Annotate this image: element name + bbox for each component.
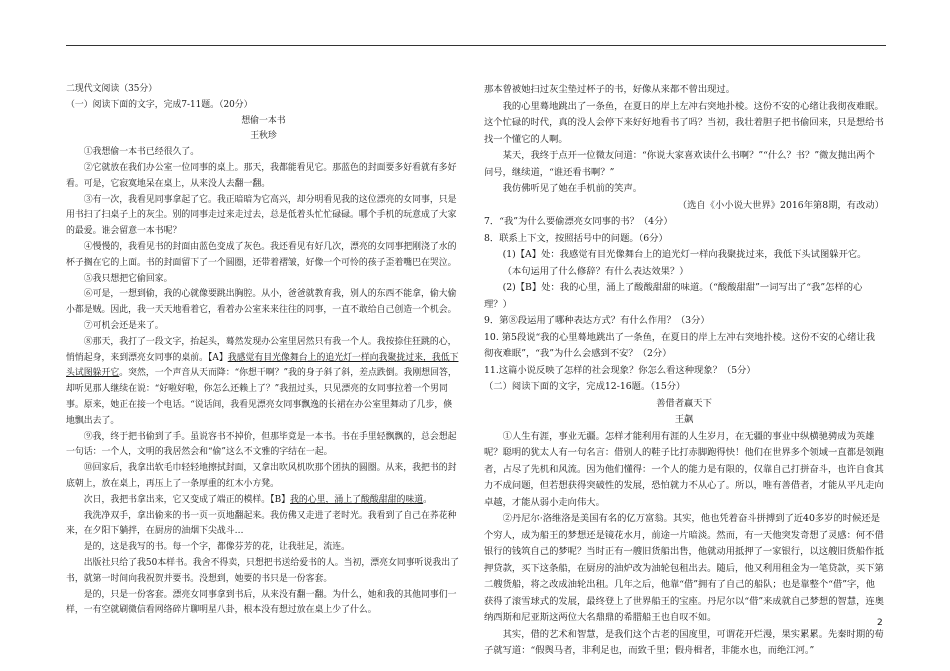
- text-segment: 次日，我把书拿出来，它又变成了端正的模样。【B】: [83, 494, 290, 505]
- question-10: 10. 第5段说“我的心里蓦地跳出了一条鱼，在夏日的岸上左冲右突地扑棱。这份不安的心绪让我彻夜难眠”，“我”为什么会感到不安？（2分）: [484, 331, 875, 359]
- paragraph: 我的心里蓦地跳出了一条鱼，在夏日的岸上左冲右突地扑棱。这份不安的心绪让我彻夜难眠。这个忙碌的时代，真的没人会停下来好好地看书了吗？当初，我壮着胆子把书偷回来，只是想给书找一个懂它的人啊。: [484, 100, 884, 145]
- question-7: 7．“我”为什么要偷漂亮女同事的书？（4分）: [484, 216, 673, 227]
- question-8-1: (1)【A】处：我感觉有目光像舞台上的追光灯一样向我聚拢过来，我低下头试图躲开它。: [502, 249, 867, 260]
- paragraph: 我仿佛听见了她在手机前的笑声。: [502, 183, 643, 194]
- paragraph: ⑦可机会还是来了。: [83, 320, 164, 331]
- underlined-sentence-a: 我感觉有目光像舞台上的追光灯一样向我聚拢过来，我低下头试图躲开它: [66, 352, 459, 379]
- paragraph: 是的，这是我写的书。每一个字，都像芬芳的花，让我驻足，流连。: [83, 542, 351, 553]
- question-8: 8．联系上下文，按照括号中的问题。（6分）: [484, 232, 668, 244]
- question-8-2: (2)【B】处：我的心里，涌上了酸酸甜甜的味道。（“酸酸甜甜”一词写出了“我”怎样的心理？）: [484, 282, 863, 310]
- question-11: 11.这篇小说反映了怎样的社会现象？你怎么看这种现象？（5分）: [484, 364, 756, 376]
- story-title: 想偷一本书: [241, 115, 286, 126]
- paragraph: 某天，我终于点开一位微友问道：“你说大家喜欢读什么书啊？”“什么？书？”微友抛出两个问号，继续道，“谁还看书啊？”: [484, 150, 875, 178]
- left-column: [66, 82, 461, 619]
- essay-title: 善借者赢天下: [656, 397, 712, 409]
- paragraph: ①我想偷一本书已经很久了。: [83, 147, 200, 158]
- paragraph: ②它就放在我们办公室一位同事的桌上。那天，我都能看见它。那蓝色的封面要多好看就有多好看。可是，它寂寞地呆在桌上，从来没人去翻一翻。: [66, 162, 457, 189]
- paragraph: ⑥可是，一想到偷，我的心就像要跳出胸腔。从小，爸爸就教育我，别人的东西不能拿，偷大偷小都是贼。因此，我一天天地看着它，看着办公室来来往往的同事，一直不敢给自己创造一个机会。: [66, 289, 457, 316]
- paragraph: 出版社只给了我50本样书。我舍不得卖，只想把书送给爱书的人。当初，漂亮女同事听说我出了书，就第一时间向我祝贺并要书。没想到，她要的书只是一份客套。: [66, 557, 459, 584]
- paragraph: 我洗净双手，拿出偷来的书一页一页地翻起来。我仿佛又走进了老时光。我看到了自己在荞花种来，在夕阳下躺拌，在厨房的油烟下尖战斗…: [66, 510, 457, 537]
- paragraph: [66, 335, 461, 430]
- paragraph: ③有一次，我看见同事拿起了它。我正暗暗为它高兴，却分明看见我的这位漂亮的女同事，只是用书扫了扫桌子上的灰尘。别的同事走过来走过去，总是低着头忙忙碌碌。哪个手机的玩意成了大家的最爱。谁会留意一本书呢？: [66, 194, 457, 237]
- question-9: 9．第⑧段运用了哪种表达方式？有什么作用？（3分）: [484, 315, 710, 326]
- paragraph: ⑨我，终于把书偷到了手。虽说容书不掉价，但那毕竟是一本书。书在手里轻飘飘的，总会想起一句话：一个人，文明的我居然会和“偷”这么不文雅的字结在一起。: [66, 431, 457, 458]
- part1-instruction: （一）阅读下面的文字，完成7-11题。（20分）: [66, 99, 253, 110]
- paragraph: ⑩回家后，我拿出软毛巾轻轻地擦拭封面，又拿出吹风机吹那个团执的圆圈。从来，我把书的封底朝上，放在桌上，再压上了一条厚重的红木小方凳。: [66, 463, 457, 489]
- paragraph: ①人生有涯，事业无疆。怎样才能利用有涯的人生岁月，在无疆的事业中纵横驰骋成为英雄呢？聪明的犹太人有一句名言：借别人的鞋子比打赤脚跑得快！他们在世界多个领域一直都是领跑者，占尽了先机和风流。因为他们懂得：一个人的能力是有限的，仅靠自己打拼奋斗，也许自食其力不成问题，但若想获得突破性的发展，恐怕就力不从心了。所以，唯有善借者，才能从平凡走向卓越，才能从弱小走向伟大。: [484, 430, 884, 508]
- text-segment: 。突然，一个声音从天而降：“你想干啊？”我的身子斜了斜，差点跌倒。我刚想回答，却听见那人继续在说：“好啦好啦，你怎么还赖上了？”我扭过头，只见漂亮的女同事拉着一个男同事。原来，她正在接一个电话。“说话间，我看见漂亮女同事飘逸的长裙在办公室里舞动了几步，倏地飘出去了。: [66, 368, 457, 426]
- section-heading: 二现代文阅读（35分）: [66, 84, 158, 94]
- paragraph: [66, 493, 461, 509]
- question-8-1-prompt: （本句运用了什么修辞？有什么表达效果？）: [502, 265, 689, 277]
- paragraph: ②丹尼尔·洛维洛是美国有名的亿万富翁。其实，他也凭着奋斗拼搏到了近40多岁的时候还是个穷人，成为船王的梦想还是镜花水月，前途一片暗淡。然而，有一天他突发奇想了灵感：何不借银行的钱筑自己的梦呢？当时正有一艘旧货船出售，他就动用抵押了一家银行，以这艘旧货船作抵押贷款，买下这条船，在厨房的油炉改为油轮包租出去。随后，他又利用租金为一笔贷款，买下第二艘货船，将之改成油轮出租。几年之后，他靠“借”拥有了自己的船队；也是靠整个“借”字，他获得了滚雪球式的发展，最终登上了世界船王的宝座。丹尼尔以“借”来成就自己梦想的智慧，连奥纳西斯和尼亚斯这两位大名鼎鼎的希腊船王也自叹不如。: [484, 513, 884, 623]
- paragraph: ④慢慢的，我看见书的封面由蓝色变成了灰色。我还看见有好几次，漂亮的女同事把刚浇了水的杯子搁在它的上面。书的封面留下了一个圆圈，还带着褶皱，好像一个可怜的孩子歪着嘴巴在哭泣。: [66, 241, 457, 268]
- essay-author: 王飙: [674, 414, 694, 425]
- source-note: （选自《小小说大世界》2016年第8期，有改动）: [677, 199, 884, 211]
- text-segment: ⑧那天，我打了一段文字，抬起头，蓦然发现办公室里居然只有我一个人。我按捺住狂跳的心，悄悄起身，来到漂亮女同事的桌前。【A】: [66, 336, 457, 363]
- page-number: 2: [877, 618, 883, 628]
- text-segment: 。: [423, 494, 432, 505]
- paragraph: 其实，借的艺术和智慧，是我们这个古老的国度里，可谓花开烂漫，果实累累。先秦时期的荀子就写道：“假舆马者，非利足也，而致千里；假舟楫者，非能水也，而绝江河。”: [484, 628, 884, 656]
- paragraph: 是的，只是一份客套。漂亮女同事拿到书后，从来没有翻一翻。为什么，她和我的其他同事们一样，一有空就刷微信看网络碎片聊明星八卦，根本没有想过放在桌上少了什么。: [66, 589, 457, 616]
- story-author: 王秋珍: [250, 131, 277, 142]
- paragraph: ⑤我只想把它偷回家。: [83, 273, 173, 284]
- top-rule: [66, 45, 886, 46]
- paragraph: 那本曾被她扫过灰尘垫过杯子的书，好像从来都不曾出现过。: [484, 84, 736, 95]
- right-column: [484, 82, 884, 660]
- underlined-sentence-b: 我的心里，涌上了酸酸甜甜的味道: [290, 494, 424, 505]
- part2-instruction: （二）阅读下面的文字，完成12-16题。（15分）: [484, 381, 686, 392]
